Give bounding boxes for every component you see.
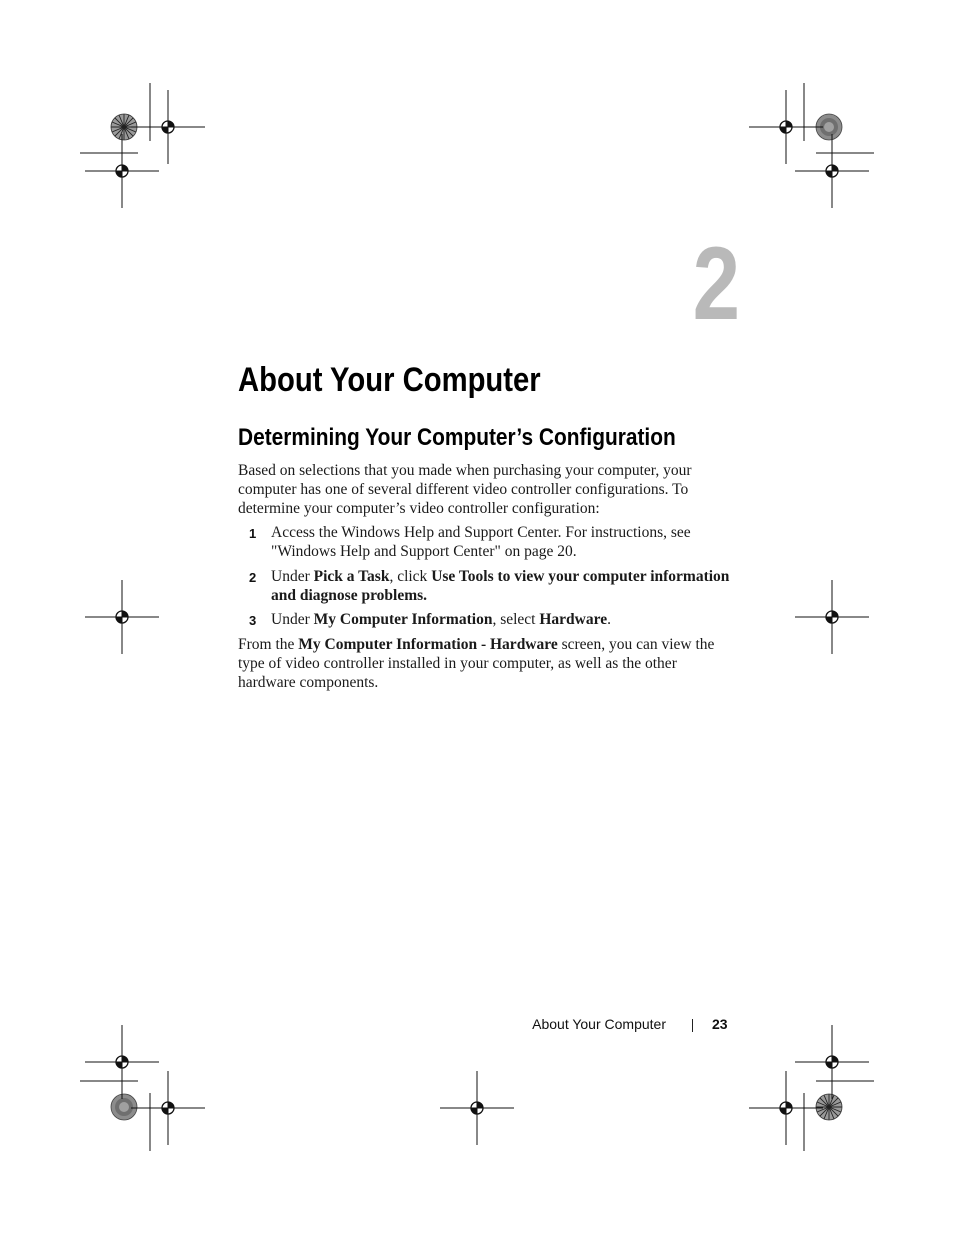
registration-mark-icon	[749, 1071, 823, 1145]
registration-mark-icon	[131, 90, 205, 164]
registration-mark-icon	[749, 90, 823, 164]
chapter-number: 2	[692, 226, 740, 342]
step-number: 2	[249, 570, 257, 585]
registration-mark-icon	[85, 1025, 159, 1099]
ui-label-emphasis: Use Tools to view your computer information and diagnose problems.	[271, 568, 730, 604]
step-text: Access the Windows Help and Support Center. For instructions, see "Windows Help and Support Center" on page 20.	[271, 524, 691, 560]
registration-mark-icon	[85, 580, 159, 654]
footer-divider	[692, 1019, 693, 1032]
color-target-icon	[111, 1094, 137, 1120]
registration-mark-icon	[131, 1071, 205, 1145]
step-text: Under My Computer Information, select Hardware.	[271, 611, 611, 628]
closing-paragraph: From the My Computer Information - Hardware screen, you can view the type of video controller installed in your computer, as well as the other hardware components.	[238, 636, 715, 691]
step-number: 3	[249, 613, 257, 628]
registration-mark-icon	[440, 1071, 514, 1145]
registration-mark-icon	[795, 580, 869, 654]
ui-label-emphasis: Pick a Task	[313, 568, 390, 585]
color-target-icon	[816, 1094, 842, 1120]
running-footer-title: About Your Computer	[532, 1016, 666, 1032]
step-number: 1	[249, 526, 257, 541]
registration-mark-icon	[795, 134, 869, 208]
registration-mark-icon	[85, 134, 159, 208]
registration-mark-icon	[795, 1025, 869, 1099]
ui-label-emphasis: My Computer Information - Hardware	[298, 636, 558, 653]
section-heading: Determining Your Computer’s Configuration	[238, 424, 676, 451]
ui-label-emphasis: Hardware	[539, 611, 608, 628]
chapter-title: About Your Computer	[238, 361, 541, 399]
intro-paragraph: Based on selections that you made when purchasing your computer, your computer has one of several different video controller configurations. To determine your computer’s video controller configuration:	[238, 462, 692, 517]
ui-label-emphasis: My Computer Information	[313, 611, 493, 628]
page-number: 23	[712, 1016, 728, 1032]
step-text: Under Pick a Task, click Use Tools to view your computer information and diagnose problems.	[271, 568, 730, 604]
